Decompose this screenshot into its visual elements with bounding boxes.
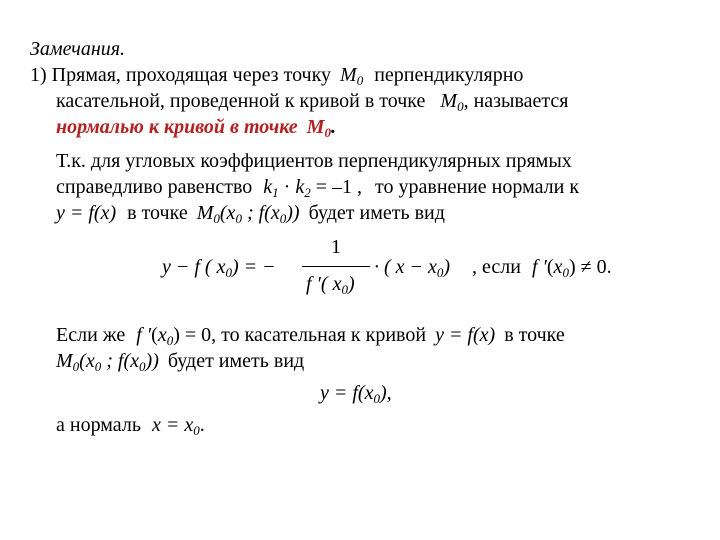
item1-line1: 1) Прямая, проходящая через точку $M_0$ перпендикулярно (30, 64, 524, 88)
tangent-equation: $y = f(x_0)$, (320, 382, 392, 406)
formula-lhs: y − f ( $x_0$) = − (162, 256, 276, 280)
title: Замечания. (30, 38, 126, 60)
formula-condition: , если f $'(x_0) \ne 0$. (472, 256, 612, 280)
para2-line2: $M_0(x_0$ ; $f(x_0)$) будет иметь вид (56, 350, 305, 374)
item1-line2: касательной, проведенной к кривой в точке $M_0$, называется (56, 90, 569, 114)
item-number: 1) (30, 64, 47, 86)
formula-denominator: f ′( $x_0$) (306, 273, 355, 297)
item1-para2-line1: Т.к. для угловых коэффициентов перпендикулярных прямых (56, 150, 572, 172)
formula-numerator: 1 (331, 236, 341, 258)
para2-line1: Если же f $'(x_0) = 0$, то касательная к кривой y = f(x) в точке (56, 324, 565, 348)
item1-para2-line3: y = f(x) в точке $M_0(x_0$ ; $f(x_0)$) будет иметь вид (56, 202, 445, 226)
fraction-bar (302, 266, 370, 267)
formula-rhs: · ( $x - x_0$) (374, 256, 451, 280)
normal-definition: нормалью к кривой в точке $M_0$. (56, 116, 336, 140)
para2-normal: а нормаль $x = x_0$. (56, 414, 205, 438)
item1-para2-line2: справедливо равенство $k_1 \cdot k_2 = -1$ , то уравнение нормали к (56, 176, 580, 200)
